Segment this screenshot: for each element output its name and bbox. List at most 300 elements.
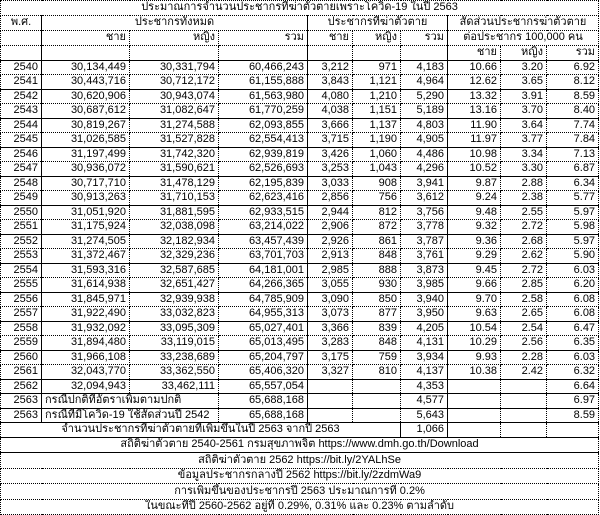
suicide-female-cell[interactable]: 930 [353, 278, 401, 293]
suicide-female-cell[interactable]: 1,043 [353, 162, 401, 177]
suicide-female-cell[interactable]: 848 [353, 336, 401, 351]
rate-total-cell[interactable]: 5.97 [547, 234, 599, 249]
header-blank[interactable] [130, 45, 219, 60]
rate-male-cell[interactable]: 11.97 [448, 133, 501, 148]
rate-total-cell[interactable]: 6.64 [547, 379, 599, 394]
rate-total-cell[interactable]: 7.84 [547, 133, 599, 148]
pop-male-cell[interactable]: 30,819,267 [42, 118, 130, 133]
suicide-female-cell[interactable]: 1,210 [353, 89, 401, 104]
rate-male-cell[interactable]: 13.32 [448, 89, 501, 104]
table-row [1, 379, 599, 394]
pop-male-cell[interactable]: 31,593,316 [42, 263, 130, 278]
table-row [1, 365, 599, 380]
suicide-total-cell[interactable]: 5,643 [401, 408, 448, 423]
suicide-total-cell[interactable]: 3,941 [401, 176, 448, 191]
rate-female-cell[interactable]: 3.77 [501, 133, 547, 148]
suicide-female-cell[interactable]: 1,121 [353, 75, 401, 90]
rate-female-cell[interactable]: 2.55 [501, 205, 547, 220]
header-rate-total[interactable]: รวม [547, 45, 599, 60]
suicide-male-cell[interactable]: 3,366 [308, 321, 353, 336]
increase-label[interactable]: จำนวนประชากรที่ฆ่าตัวตายที่เพิ่มขึ้นในปี 2563 จากปี 2563 [1, 423, 401, 438]
pop-total-cell[interactable]: 64,955,313 [219, 307, 308, 322]
suicide-female-cell[interactable]: 839 [353, 321, 401, 336]
suicide-male-cell[interactable]: 3,212 [308, 60, 353, 75]
rate-total-cell[interactable]: 8.40 [547, 104, 599, 119]
suicide-male-cell[interactable]: 3,843 [308, 75, 353, 90]
suicide-female-cell[interactable] [353, 379, 401, 394]
table-row [1, 133, 599, 148]
pop-female-cell[interactable]: 32,038,098 [130, 220, 219, 235]
suicide-total-cell[interactable]: 3,761 [401, 249, 448, 264]
pop-female-cell[interactable]: 30,331,794 [130, 60, 219, 75]
suicide-female-cell[interactable] [353, 394, 401, 409]
table-row [1, 220, 599, 235]
rate-male-cell[interactable]: 9.66 [448, 278, 501, 293]
suicide-male-cell[interactable]: 2,985 [308, 263, 353, 278]
year-cell[interactable]: 2562 [1, 379, 42, 394]
suicide-male-cell[interactable]: 3,055 [308, 278, 353, 293]
rate-total-cell[interactable]: 6.97 [547, 394, 599, 409]
rate-male-cell[interactable]: 10.54 [448, 321, 501, 336]
pop-male-cell[interactable]: 31,894,480 [42, 336, 130, 351]
header-pop-total[interactable]: รวม [219, 30, 308, 45]
pop-female-cell[interactable]: 33,095,309 [130, 321, 219, 336]
rate-male-cell[interactable]: 12.62 [448, 75, 501, 90]
pop-total-cell[interactable]: 63,701,703 [219, 249, 308, 264]
scenario-label[interactable]: กรณีปกติที่อัตราเพิ่มตามปกติ [42, 394, 219, 409]
pop-female-cell[interactable]: 30,943,074 [130, 89, 219, 104]
pop-total-cell[interactable]: 65,688,168 [219, 394, 308, 409]
pop-total-cell[interactable]: 65,557,054 [219, 379, 308, 394]
rate-total-cell[interactable]: 5.98 [547, 220, 599, 235]
pop-total-cell[interactable]: 63,214,022 [219, 220, 308, 235]
rate-male-cell[interactable]: 9.36 [448, 234, 501, 249]
header-rate-group-line1[interactable]: สัดส่วนประชากรฆ่าตัวตาย [448, 15, 599, 30]
suicide-male-cell[interactable]: 2,856 [308, 191, 353, 206]
pop-total-cell[interactable]: 65,027,401 [219, 321, 308, 336]
rate-female-cell[interactable]: 2.88 [501, 176, 547, 191]
pop-male-cell[interactable]: 32,094,943 [42, 379, 130, 394]
suicide-male-cell[interactable]: 3,283 [308, 336, 353, 351]
pop-total-cell[interactable]: 65,013,495 [219, 336, 308, 351]
table-row [1, 249, 599, 264]
header-suicide-male[interactable]: ชาย [308, 30, 353, 45]
pop-total-cell[interactable]: 65,204,797 [219, 350, 308, 365]
pop-total-cell[interactable]: 61,563,980 [219, 89, 308, 104]
pop-male-cell[interactable]: 31,922,490 [42, 307, 130, 322]
header-blank[interactable] [219, 45, 308, 60]
rate-male-cell[interactable]: 13.16 [448, 104, 501, 119]
rate-female-cell[interactable]: 3.65 [501, 75, 547, 90]
pop-male-cell[interactable]: 30,620,906 [42, 89, 130, 104]
rate-male-cell[interactable]: 9.29 [448, 249, 501, 264]
pop-male-cell[interactable]: 30,717,710 [42, 176, 130, 191]
rate-male-cell[interactable] [448, 408, 501, 423]
suicide-total-cell[interactable]: 4,486 [401, 147, 448, 162]
pop-male-cell[interactable]: 31,372,467 [42, 249, 130, 264]
suicide-female-cell[interactable]: 1,190 [353, 133, 401, 148]
rate-female-cell[interactable]: 2.54 [501, 321, 547, 336]
rate-female-cell[interactable]: 3.34 [501, 147, 547, 162]
rate-total-cell[interactable]: 6.20 [547, 278, 599, 293]
suicide-total-cell[interactable]: 4,964 [401, 75, 448, 90]
pop-female-cell[interactable]: 32,939,938 [130, 292, 219, 307]
pop-male-cell[interactable]: 30,134,449 [42, 60, 130, 75]
rate-female-cell[interactable]: 2.85 [501, 278, 547, 293]
table-row [1, 278, 599, 293]
rate-total-cell[interactable]: 6.03 [547, 263, 599, 278]
rate-total-cell[interactable]: 6.32 [547, 365, 599, 380]
pop-female-cell[interactable]: 33,032,823 [130, 307, 219, 322]
suicide-male-cell[interactable]: 3,073 [308, 307, 353, 322]
suicide-total-cell[interactable]: 4,803 [401, 118, 448, 133]
rate-total-cell[interactable]: 6.03 [547, 350, 599, 365]
suicide-female-cell[interactable]: 1,137 [353, 118, 401, 133]
suicide-female-cell[interactable]: 888 [353, 263, 401, 278]
source-note-row [1, 453, 599, 469]
suicide-total-cell[interactable]: 3,778 [401, 220, 448, 235]
table-row [1, 176, 599, 191]
suicide-female-cell[interactable]: 850 [353, 292, 401, 307]
table-row [1, 336, 599, 351]
suicide-male-cell[interactable] [308, 379, 353, 394]
suicide-female-cell[interactable] [353, 408, 401, 423]
year-cell[interactable]: 2556 [1, 292, 42, 307]
suicide-female-cell[interactable]: 971 [353, 60, 401, 75]
pop-male-cell[interactable]: 31,197,499 [42, 147, 130, 162]
suicide-male-cell[interactable] [308, 408, 353, 423]
suicide-male-cell[interactable]: 3,175 [308, 350, 353, 365]
year-cell[interactable]: 2547 [1, 162, 42, 177]
year-cell[interactable]: 2545 [1, 133, 42, 148]
table-row [1, 234, 599, 249]
year-cell[interactable]: 2563 [1, 394, 42, 409]
table-row [1, 118, 599, 133]
suicide-male-cell[interactable]: 3,253 [308, 162, 353, 177]
pop-total-cell[interactable]: 64,181,001 [219, 263, 308, 278]
suicide-female-cell[interactable]: 756 [353, 191, 401, 206]
header-rate-male[interactable]: ชาย [448, 45, 501, 60]
year-cell[interactable]: 2549 [1, 191, 42, 206]
pop-total-cell[interactable]: 62,623,416 [219, 191, 308, 206]
suicide-female-cell[interactable]: 759 [353, 350, 401, 365]
pop-male-cell[interactable]: 31,845,971 [42, 292, 130, 307]
suicide-male-cell[interactable]: 3,715 [308, 133, 353, 148]
rate-female-cell[interactable]: 2.38 [501, 191, 547, 206]
header-blank[interactable] [42, 45, 130, 60]
pop-female-cell[interactable]: 33,119,015 [130, 336, 219, 351]
header-blank[interactable] [308, 45, 353, 60]
increase-value[interactable]: 1,066 [401, 423, 448, 438]
year-cell[interactable]: 2541 [1, 75, 42, 90]
year-cell[interactable]: 2546 [1, 147, 42, 162]
year-cell[interactable]: 2557 [1, 307, 42, 322]
suicide-total-cell[interactable]: 3,873 [401, 263, 448, 278]
pop-male-cell[interactable]: 32,043,770 [42, 365, 130, 380]
pop-female-cell[interactable]: 31,590,621 [130, 162, 219, 177]
header-blank[interactable] [353, 45, 401, 60]
rate-female-cell[interactable]: 2.42 [501, 365, 547, 380]
source-note[interactable]: สถิติฆ่าตัวตาย 2562 https://bit.ly/2YALhSe [1, 453, 599, 469]
pop-male-cell[interactable]: 31,932,092 [42, 321, 130, 336]
header-blank[interactable] [1, 30, 42, 45]
rate-male-cell[interactable]: 10.29 [448, 336, 501, 351]
pop-female-cell[interactable]: 31,742,320 [130, 147, 219, 162]
table-title[interactable]: ประมาณการจำนวนประชากรที่ฆ่าตัวตายเพราะโควิด-19 ในปี 2563 [1, 1, 599, 16]
pop-female-cell[interactable]: 31,478,129 [130, 176, 219, 191]
rate-female-cell[interactable]: 2.72 [501, 220, 547, 235]
suicide-female-cell[interactable]: 861 [353, 234, 401, 249]
pop-total-cell[interactable]: 60,466,243 [219, 60, 308, 75]
suicide-male-cell[interactable] [308, 394, 353, 409]
pop-female-cell[interactable]: 31,881,595 [130, 205, 219, 220]
rate-female-cell[interactable] [501, 379, 547, 394]
rate-female-cell[interactable]: 2.56 [501, 336, 547, 351]
rate-male-cell[interactable]: 9.93 [448, 350, 501, 365]
suicide-female-cell[interactable]: 810 [353, 365, 401, 380]
table-row [1, 104, 599, 119]
rate-total-cell[interactable]: 8.12 [547, 75, 599, 90]
suicide-total-cell[interactable]: 3,787 [401, 234, 448, 249]
year-cell[interactable]: 2559 [1, 336, 42, 351]
rate-female-cell[interactable]: 2.68 [501, 234, 547, 249]
rate-male-cell[interactable] [448, 423, 501, 438]
suicide-total-cell[interactable]: 3,950 [401, 307, 448, 322]
pop-total-cell[interactable]: 64,266,365 [219, 278, 308, 293]
table-row [1, 292, 599, 307]
pop-female-cell[interactable]: 32,182,934 [130, 234, 219, 249]
suicide-female-cell[interactable]: 877 [353, 307, 401, 322]
pop-female-cell[interactable]: 33,462,111 [130, 379, 219, 394]
suicide-total-cell[interactable]: 5,189 [401, 104, 448, 119]
rate-female-cell[interactable]: 3.30 [501, 162, 547, 177]
source-note[interactable]: ในขณะที่ปี 2560-2562 อยู่ที่ 0.29%, 0.31% และ 0.23% ตามลำดับ [1, 499, 599, 515]
header-blank[interactable] [401, 45, 448, 60]
rate-male-cell[interactable]: 10.38 [448, 365, 501, 380]
suicide-male-cell[interactable]: 3,666 [308, 118, 353, 133]
suicide-female-cell[interactable]: 908 [353, 176, 401, 191]
table-row [1, 350, 599, 365]
suicide-female-cell[interactable]: 1,151 [353, 104, 401, 119]
rate-female-cell[interactable]: 3.91 [501, 89, 547, 104]
suicide-total-cell[interactable]: 3,985 [401, 278, 448, 293]
rate-female-cell[interactable]: 2.72 [501, 263, 547, 278]
pop-female-cell[interactable]: 31,082,647 [130, 104, 219, 119]
year-cell[interactable]: 2551 [1, 220, 42, 235]
header-rate-female[interactable]: หญิง [501, 45, 547, 60]
rate-female-cell[interactable]: 2.58 [501, 292, 547, 307]
suicide-total-cell[interactable]: 4,577 [401, 394, 448, 409]
year-cell[interactable]: 2554 [1, 263, 42, 278]
rate-male-cell[interactable]: 9.24 [448, 191, 501, 206]
pop-total-cell[interactable]: 62,939,819 [219, 147, 308, 162]
pop-male-cell[interactable]: 31,051,920 [42, 205, 130, 220]
header-suicide-group[interactable]: ประชากรที่ฆ่าตัวตาย [308, 15, 448, 30]
suicide-female-cell[interactable]: 1,060 [353, 147, 401, 162]
suicide-total-cell[interactable]: 4,905 [401, 133, 448, 148]
pop-female-cell[interactable]: 31,274,588 [130, 118, 219, 133]
rate-total-cell[interactable]: 6.92 [547, 60, 599, 75]
pop-male-cell[interactable]: 31,614,938 [42, 278, 130, 293]
rate-male-cell[interactable] [448, 379, 501, 394]
rate-female-cell[interactable]: 2.28 [501, 350, 547, 365]
suicide-male-cell[interactable]: 4,080 [308, 89, 353, 104]
rate-female-cell[interactable]: 2.65 [501, 307, 547, 322]
source-note-row [1, 499, 599, 515]
suicide-total-cell[interactable]: 3,940 [401, 292, 448, 307]
suicide-female-cell[interactable]: 812 [353, 205, 401, 220]
pop-female-cell[interactable]: 33,362,550 [130, 365, 219, 380]
year-cell[interactable]: 2558 [1, 321, 42, 336]
rate-total-cell[interactable]: 7.13 [547, 147, 599, 162]
pop-female-cell[interactable]: 32,587,685 [130, 263, 219, 278]
rate-female-cell[interactable] [501, 394, 547, 409]
pop-male-cell[interactable]: 30,443,716 [42, 75, 130, 90]
suicide-male-cell[interactable]: 2,906 [308, 220, 353, 235]
pop-male-cell[interactable]: 30,936,072 [42, 162, 130, 177]
rate-male-cell[interactable]: 9.45 [448, 263, 501, 278]
pop-female-cell[interactable]: 31,527,828 [130, 133, 219, 148]
pop-total-cell[interactable]: 62,933,515 [219, 205, 308, 220]
header-rate-group-line2[interactable]: ต่อประชากร 100,000 คน [448, 30, 599, 45]
rate-total-cell[interactable]: 7.74 [547, 118, 599, 133]
pop-female-cell[interactable]: 32,651,427 [130, 278, 219, 293]
pop-male-cell[interactable]: 30,913,263 [42, 191, 130, 206]
year-cell[interactable]: 2553 [1, 249, 42, 264]
suicide-total-cell[interactable]: 3,934 [401, 350, 448, 365]
suicide-total-cell[interactable]: 4,131 [401, 336, 448, 351]
header-suicide-total[interactable]: รวม [401, 30, 448, 45]
suicide-female-cell[interactable]: 872 [353, 220, 401, 235]
rate-male-cell[interactable] [448, 394, 501, 409]
pop-total-cell[interactable]: 62,554,413 [219, 133, 308, 148]
rate-total-cell[interactable]: 5.97 [547, 205, 599, 220]
source-note[interactable]: การเพิ่มขึ้นของประชากรปี 2563 ประมาณการที่ 0.2% [1, 484, 599, 500]
rate-total-cell[interactable]: 6.87 [547, 162, 599, 177]
year-cell[interactable]: 2555 [1, 278, 42, 293]
rate-male-cell[interactable]: 11.90 [448, 118, 501, 133]
year-cell[interactable]: 2563 [1, 408, 42, 423]
rate-female-cell[interactable]: 3.70 [501, 104, 547, 119]
suicide-total-cell[interactable]: 4,137 [401, 365, 448, 380]
scenario-label[interactable]: กรณีที่มีโควิด-19 ใช้สัดส่วนปี 2542 [42, 408, 219, 423]
suicide-male-cell[interactable]: 4,038 [308, 104, 353, 119]
year-cell[interactable]: 2542 [1, 89, 42, 104]
pop-male-cell[interactable]: 31,966,108 [42, 350, 130, 365]
rate-female-cell[interactable] [501, 408, 547, 423]
suicide-total-cell[interactable]: 5,290 [401, 89, 448, 104]
header-population-group[interactable]: ประชากรทั้งหมด [42, 15, 308, 30]
pop-female-cell[interactable]: 32,329,236 [130, 249, 219, 264]
rate-total-cell[interactable]: 6.47 [547, 321, 599, 336]
suicide-total-cell[interactable]: 3,756 [401, 205, 448, 220]
year-cell[interactable]: 2550 [1, 205, 42, 220]
rate-total-cell[interactable]: 6.34 [547, 176, 599, 191]
year-cell[interactable]: 2561 [1, 365, 42, 380]
suicide-male-cell[interactable]: 2,913 [308, 249, 353, 264]
suicide-male-cell[interactable]: 2,926 [308, 234, 353, 249]
rate-female-cell[interactable]: 3.64 [501, 118, 547, 133]
year-cell[interactable]: 2544 [1, 118, 42, 133]
year-cell[interactable]: 2543 [1, 104, 42, 119]
pop-male-cell[interactable]: 30,687,612 [42, 104, 130, 119]
rate-female-cell[interactable] [501, 423, 547, 438]
suicide-total-cell[interactable]: 4,353 [401, 379, 448, 394]
suicide-male-cell[interactable]: 3,033 [308, 176, 353, 191]
rate-total-cell[interactable]: 8.59 [547, 89, 599, 104]
rate-male-cell[interactable]: 10.66 [448, 60, 501, 75]
pop-female-cell[interactable]: 31,710,153 [130, 191, 219, 206]
rate-male-cell[interactable]: 9.63 [448, 307, 501, 322]
rate-total-cell[interactable]: 6.08 [547, 292, 599, 307]
header-blank[interactable] [1, 45, 42, 60]
rate-male-cell[interactable]: 10.98 [448, 147, 501, 162]
pop-male-cell[interactable]: 31,274,505 [42, 234, 130, 249]
rate-male-cell[interactable]: 9.32 [448, 220, 501, 235]
rate-male-cell[interactable]: 10.52 [448, 162, 501, 177]
suicide-male-cell[interactable]: 3,327 [308, 365, 353, 380]
year-cell[interactable]: 2540 [1, 60, 42, 75]
pop-total-cell[interactable]: 63,457,439 [219, 234, 308, 249]
year-cell[interactable]: 2552 [1, 234, 42, 249]
rate-female-cell[interactable]: 2.62 [501, 249, 547, 264]
pop-total-cell[interactable]: 62,093,855 [219, 118, 308, 133]
year-cell[interactable]: 2560 [1, 350, 42, 365]
source-note[interactable]: ข้อมูลประชากรกลางปี 2562 https://bit.ly/2zdmWa9 [1, 468, 599, 484]
pop-total-cell[interactable]: 65,688,168 [219, 408, 308, 423]
source-note[interactable]: สถิติฆ่าตัวตาย 2540-2561 กรมสุขภาพจิต https://www.dmh.go.th/Download [1, 437, 599, 453]
header-pop-male[interactable]: ชาย [42, 30, 130, 45]
suicide-total-cell[interactable]: 4,296 [401, 162, 448, 177]
table-row [1, 75, 599, 90]
suicide-male-cell[interactable]: 3,090 [308, 292, 353, 307]
header-year[interactable]: พ.ศ. [1, 15, 42, 30]
pop-total-cell[interactable]: 61,155,888 [219, 75, 308, 90]
rate-total-cell[interactable]: 6.08 [547, 307, 599, 322]
pop-total-cell[interactable]: 61,770,259 [219, 104, 308, 119]
suicide-total-cell[interactable]: 4,183 [401, 60, 448, 75]
suicide-male-cell[interactable]: 2,944 [308, 205, 353, 220]
rate-male-cell[interactable]: 9.70 [448, 292, 501, 307]
pop-total-cell[interactable]: 62,526,693 [219, 162, 308, 177]
header-pop-female[interactable]: หญิง [130, 30, 219, 45]
rate-male-cell[interactable]: 9.87 [448, 176, 501, 191]
pop-total-cell[interactable]: 62,195,839 [219, 176, 308, 191]
pop-female-cell[interactable]: 33,238,689 [130, 350, 219, 365]
rate-total-cell[interactable]: 8.59 [547, 408, 599, 423]
scenario-row [1, 408, 599, 423]
pop-male-cell[interactable]: 31,026,585 [42, 133, 130, 148]
suicide-total-cell[interactable]: 4,205 [401, 321, 448, 336]
rate-male-cell[interactable]: 9.48 [448, 205, 501, 220]
pop-male-cell[interactable]: 31,175,924 [42, 220, 130, 235]
rate-total-cell[interactable] [547, 423, 599, 438]
rate-total-cell[interactable]: 6.35 [547, 336, 599, 351]
pop-total-cell[interactable]: 64,785,909 [219, 292, 308, 307]
rate-total-cell[interactable]: 5.77 [547, 191, 599, 206]
year-cell[interactable]: 2548 [1, 176, 42, 191]
source-note-row [1, 468, 599, 484]
suicide-total-cell[interactable]: 3,612 [401, 191, 448, 206]
pop-female-cell[interactable]: 30,712,172 [130, 75, 219, 90]
suicide-female-cell[interactable]: 848 [353, 249, 401, 264]
header-suicide-female[interactable]: หญิง [353, 30, 401, 45]
table-row [1, 191, 599, 206]
rate-total-cell[interactable]: 5.90 [547, 249, 599, 264]
pop-total-cell[interactable]: 65,406,320 [219, 365, 308, 380]
rate-female-cell[interactable]: 3.20 [501, 60, 547, 75]
suicide-male-cell[interactable]: 3,426 [308, 147, 353, 162]
